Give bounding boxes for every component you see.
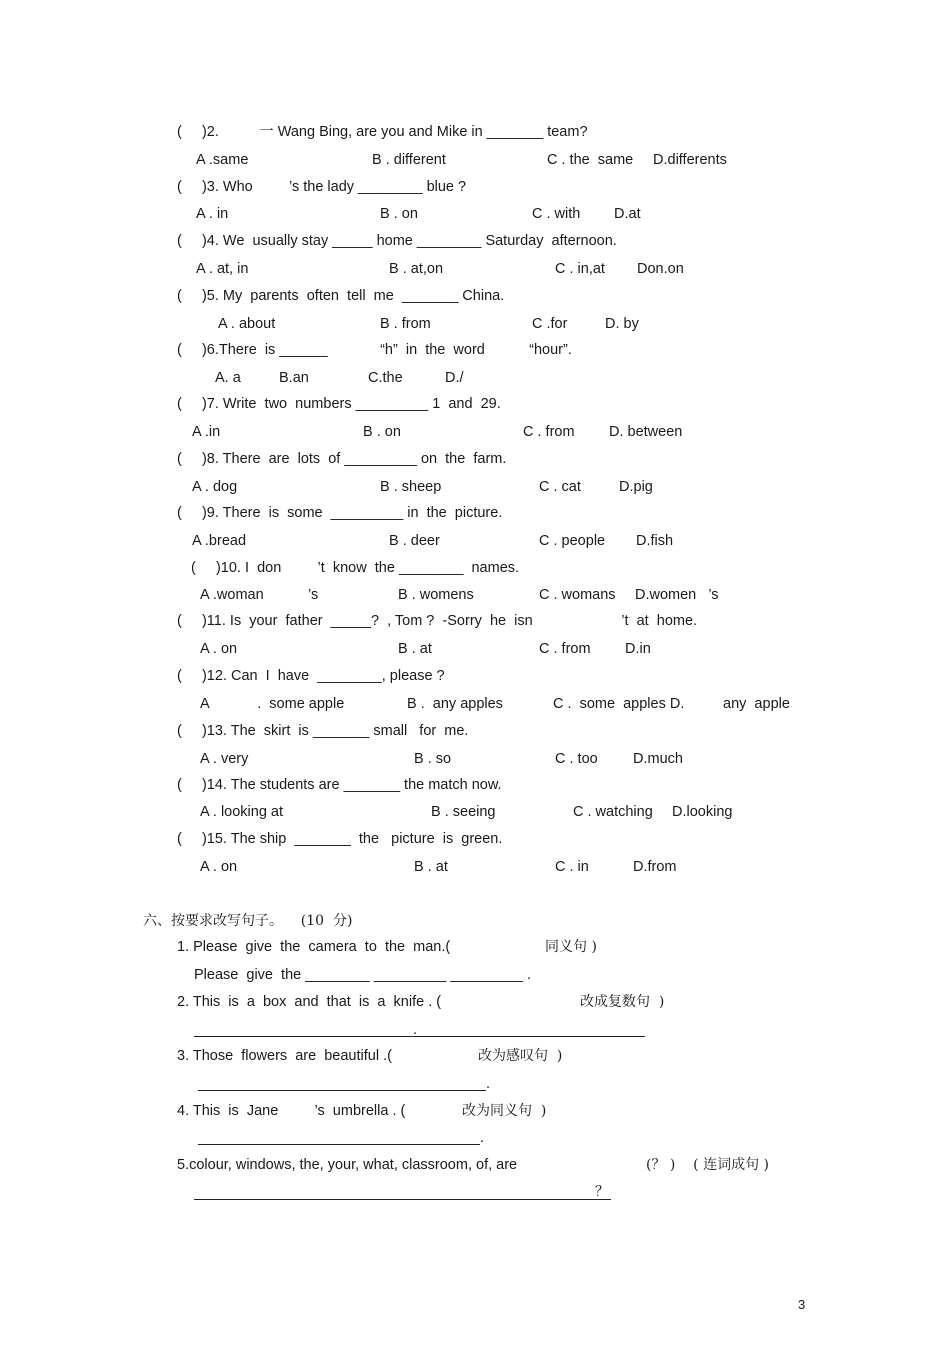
- page-number: 3: [798, 1297, 806, 1312]
- answer-line-end: ？: [595, 1184, 609, 1200]
- rewrite-hint-3: 改为感叹句 ): [478, 1048, 563, 1064]
- option-a: A . some apple: [200, 696, 345, 712]
- option-d: D.women ’s: [635, 587, 719, 603]
- question-9: ( )9. There is some _________ in the picture.: [177, 505, 503, 521]
- rewrite-hint-2: 改成复数句 ): [580, 994, 665, 1010]
- option-a: A . dog: [192, 479, 238, 495]
- option-a: A . looking at: [200, 804, 284, 820]
- option-c: C . some apples D.: [553, 696, 685, 712]
- option-a: A .same: [196, 152, 249, 168]
- answer-line: [194, 1036, 645, 1037]
- option-d: D.in: [625, 641, 651, 657]
- option-b: B . so: [414, 751, 452, 767]
- answer-line: [198, 1144, 480, 1145]
- option-d: any apple: [723, 696, 790, 712]
- question-12: ( )12. Can I have ________, please ?: [177, 668, 445, 684]
- option-b: B . any apples: [407, 696, 503, 712]
- option-c: C . in,at: [555, 261, 605, 277]
- question-15: ( )15. The ship _______ the picture is green.: [177, 831, 503, 847]
- option-b: B . sheep: [380, 479, 442, 495]
- rewrite-answer-1: Please give the ________ _________ _________ .: [194, 967, 532, 983]
- rewrite-item-5: 5.colour, windows, the, your, what, classroom, of, are: [177, 1157, 518, 1173]
- option-d: D.from: [633, 859, 677, 875]
- option-b: B . at,on: [389, 261, 444, 277]
- question-11: ( )11. Is your father _____? , Tom ? -Sorry he isn ’t at home.: [177, 613, 698, 629]
- question-10: ( )10. I don ’t know the ________ names.: [191, 560, 520, 576]
- option-a: A .in: [192, 424, 221, 440]
- rewrite-item-2: 2. This is a box and that is a knife . (: [177, 994, 442, 1010]
- answer-line-end: .: [413, 1022, 418, 1038]
- option-d: D.pig: [619, 479, 653, 495]
- section-heading: 六、按要求改写句子。 (10 分): [143, 913, 353, 929]
- question-5: ( )5. My parents often tell me _______ China.: [177, 288, 505, 304]
- option-d: D. by: [605, 316, 639, 332]
- option-c: C . cat: [539, 479, 581, 495]
- option-c: C . in: [555, 859, 589, 875]
- question-3: ( )3. Who ’s the lady ________ blue ?: [177, 179, 467, 195]
- option-d: D./: [445, 370, 464, 386]
- option-d: D.at: [614, 206, 641, 222]
- question-7: ( )7. Write two numbers _________ 1 and 29.: [177, 396, 501, 412]
- option-a: A . on: [200, 859, 238, 875]
- answer-line-end: .: [480, 1130, 485, 1146]
- option-a: A . at, in: [196, 261, 249, 277]
- option-b: B . deer: [389, 533, 440, 549]
- option-c: C . the same: [547, 152, 634, 168]
- rewrite-hint-4: 改为同义句 ): [462, 1103, 547, 1119]
- option-d: D. between: [609, 424, 683, 440]
- option-c: C . from: [539, 641, 591, 657]
- option-a: A. a: [215, 370, 241, 386]
- option-c: C . womans: [539, 587, 616, 603]
- option-b: B . womens: [398, 587, 474, 603]
- question-4: ( )4. We usually stay _____ home ________ Saturday afternoon.: [177, 233, 617, 249]
- question-6: ( )6.There is ______ “h” in the word “hour”.: [177, 342, 572, 358]
- option-c: C . too: [555, 751, 598, 767]
- question-14: ( )14. The students are _______ the match now.: [177, 777, 502, 793]
- option-b: B . different: [372, 152, 446, 168]
- rewrite-item-3: 3. Those flowers are beautiful .(: [177, 1048, 392, 1064]
- answer-line-end: .: [486, 1076, 491, 1092]
- option-c: C . watching: [573, 804, 653, 820]
- option-b: B . at: [398, 641, 432, 657]
- option-d: D.looking: [672, 804, 733, 820]
- option-d: D.fish: [636, 533, 674, 549]
- rewrite-item-4: 4. This is Jane ’s umbrella . (: [177, 1103, 406, 1119]
- option-c: C . from: [523, 424, 575, 440]
- question-13: ( )13. The skirt is _______ small for me.: [177, 723, 469, 739]
- option-c: C.the: [368, 370, 403, 386]
- option-c: C . people: [539, 533, 606, 549]
- option-c: C .for: [532, 316, 568, 332]
- option-d: D.differents: [653, 152, 727, 168]
- rewrite-hint-5: (？ ) ( 连词成句 ): [646, 1157, 769, 1173]
- option-b: B . from: [380, 316, 431, 332]
- option-d: Don.on: [637, 261, 684, 277]
- option-b: B . at: [414, 859, 448, 875]
- answer-line: [194, 1199, 611, 1200]
- option-a: A . very: [200, 751, 249, 767]
- option-b: B . seeing: [431, 804, 496, 820]
- answer-line: [198, 1090, 486, 1091]
- option-a: A . about: [218, 316, 276, 332]
- option-a: A .woman ’s: [200, 587, 319, 603]
- rewrite-hint-1: 同义句 ): [545, 939, 597, 955]
- option-c: C . with: [532, 206, 581, 222]
- option-a: A . on: [200, 641, 238, 657]
- question-2: ( )2. 一 Wang Bing, are you and Mike in _______ team?: [177, 124, 588, 140]
- option-b: B . on: [380, 206, 418, 222]
- question-8: ( )8. There are lots of _________ on the farm.: [177, 451, 507, 467]
- option-a: A .bread: [192, 533, 247, 549]
- option-d: D.much: [633, 751, 683, 767]
- option-b: B.an: [279, 370, 309, 386]
- option-a: A . in: [196, 206, 229, 222]
- option-b: B . on: [363, 424, 401, 440]
- rewrite-item-1: 1. Please give the camera to the man.(: [177, 939, 451, 955]
